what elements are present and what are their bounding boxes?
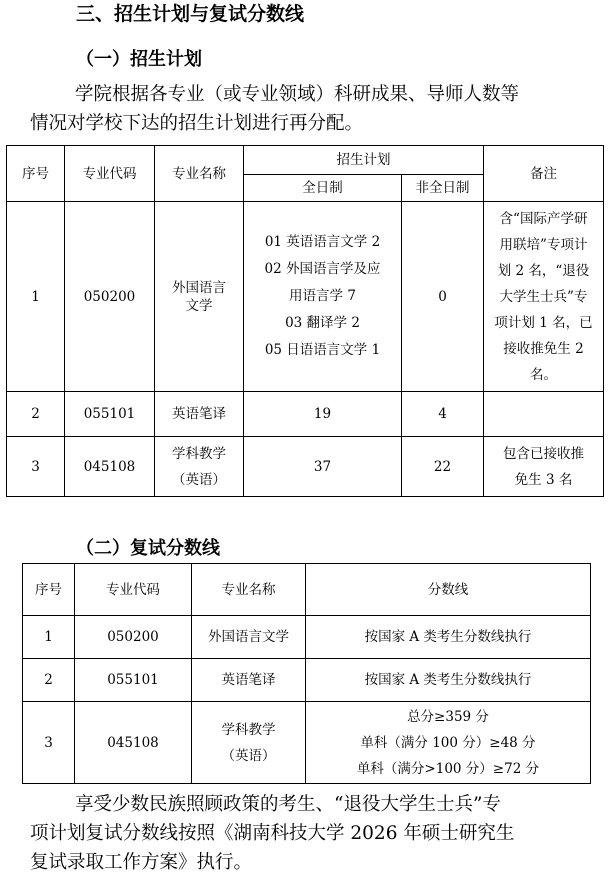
scores-row3-score-line1: 总分≥359 分 (407, 708, 489, 725)
plan-row3-name (155, 437, 244, 497)
scores-row3-name-line2: （英语） (221, 747, 276, 764)
plan-row1-remark-line2: 用联培”专项计 (499, 236, 588, 253)
plan-header-row (7, 146, 604, 175)
plan-row1-fulltime-line3: 用语言学 7 (289, 288, 356, 304)
plan-row1-fulltime (244, 202, 402, 392)
plan-header-code: 专业代码 (65, 146, 155, 202)
scores-header-seq: 序号 (23, 564, 75, 616)
plan-row3-remark-line2: 免生 3 名 (514, 471, 573, 488)
scores-row3-score-line3: 单科（满分>100 分）≥72 分 (356, 760, 540, 777)
section-title: 三、招生计划与复试分数线 (76, 3, 305, 25)
table-row (7, 202, 604, 392)
scores-row3-code: 045108 (75, 702, 192, 784)
plan-row1-name (155, 202, 244, 392)
plan-intro-line1: 学院根据各专业（或专业领域）科研成果、导师人数等 (75, 84, 520, 105)
scores-row1-score: 按国家 A 类考生分数线执行 (306, 616, 591, 659)
scores-header-row (23, 564, 591, 616)
scores-row3-name-line1: 学科教学 (221, 721, 276, 738)
plan-row1-code: 050200 (65, 202, 155, 392)
plan-row1-fulltime-line5: 05 日语语言文学 1 (264, 342, 381, 358)
scores-header-score: 分数线 (306, 564, 591, 616)
enrollment-plan-table (6, 145, 604, 497)
plan-header-fulltime: 全日制 (244, 175, 402, 202)
plan-row3-parttime: 22 (402, 437, 484, 497)
plan-row3-seq: 3 (7, 437, 65, 497)
scores-row3-score (306, 702, 591, 784)
scores-row1-name: 外国语言文学 (192, 616, 306, 659)
plan-header-plan: 招生计划 (244, 146, 484, 175)
table-row (23, 616, 591, 659)
plan-row2-code: 055101 (65, 392, 155, 437)
plan-row3-name-line2: （英语） (172, 471, 226, 488)
plan-row1-fulltime-line4: 03 翻译学 2 (285, 315, 360, 331)
plan-row1-parttime: 0 (402, 202, 484, 392)
table-row (7, 392, 604, 437)
closing-paragraph (30, 790, 590, 877)
plan-row2-remark (484, 392, 604, 437)
plan-row3-remark (484, 437, 604, 497)
scores-subtitle: （二）复试分数线 (76, 538, 220, 559)
scores-row1-seq: 1 (23, 616, 75, 659)
plan-row1-fulltime-line1: 01 英语语言文学 2 (264, 234, 381, 250)
scores-row3-name (192, 702, 306, 784)
plan-row3-code: 045108 (65, 437, 155, 497)
plan-header-seq: 序号 (7, 146, 65, 202)
plan-row2-parttime: 4 (402, 392, 484, 437)
plan-header-parttime: 非全日制 (402, 175, 484, 202)
plan-row1-remark-line5: 项计划 1 名，已 (494, 314, 593, 331)
scores-row2-code: 055101 (75, 659, 192, 702)
plan-subtitle: （一）招生计划 (76, 49, 202, 70)
closing-line2: 项计划复试分数线按照《湖南科技大学 2026 年硕士研究生 (30, 823, 515, 844)
plan-row1-name-line1: 外国语言 (172, 279, 226, 296)
plan-row3-fulltime: 37 (244, 437, 402, 497)
plan-row1-seq: 1 (7, 202, 65, 392)
table-row (7, 437, 604, 497)
scores-row1-code: 050200 (75, 616, 192, 659)
closing-line1: 享受少数民族照顾政策的考生、“退役大学生士兵”专 (75, 794, 501, 815)
retest-score-table (22, 563, 591, 784)
plan-row3-remark-line1: 包含已接收推 (503, 445, 584, 462)
plan-row2-name: 英语笔译 (155, 392, 244, 437)
plan-row1-remark-line3: 划 2 名，“退役 (497, 262, 590, 279)
plan-intro (30, 80, 590, 138)
table-row (23, 702, 591, 784)
table-row (23, 659, 591, 702)
closing-line3: 复试录取工作方案》执行。 (30, 852, 253, 873)
plan-row1-remark (484, 202, 604, 392)
plan-row1-remark-line6: 接收推免生 2 (503, 340, 584, 357)
scores-row3-seq: 3 (23, 702, 75, 784)
plan-row2-fulltime: 19 (244, 392, 402, 437)
plan-intro-line2: 情况对学校下达的招生计划进行再分配。 (30, 113, 364, 134)
scores-row2-score: 按国家 A 类考生分数线执行 (306, 659, 591, 702)
plan-row1-name-line2: 文学 (185, 297, 213, 314)
scores-row3-score-line2: 单科（满分 100 分）≥48 分 (360, 734, 536, 751)
plan-row2-seq: 2 (7, 392, 65, 437)
plan-row1-fulltime-line2: 02 外国语言学及应 (264, 261, 381, 277)
plan-row1-remark-line4: 大学生士兵”专 (499, 288, 588, 305)
plan-row3-name-line1: 学科教学 (172, 445, 226, 462)
plan-row1-remark-line1: 含“国际产学研 (499, 210, 588, 227)
scores-row2-name: 英语笔译 (192, 659, 306, 702)
plan-header-remark: 备注 (484, 146, 604, 202)
scores-header-code: 专业代码 (75, 564, 192, 616)
scores-header-name: 专业名称 (192, 564, 306, 616)
scores-row2-seq: 2 (23, 659, 75, 702)
plan-row1-remark-line7: 名。 (530, 366, 557, 383)
plan-header-name: 专业名称 (155, 146, 244, 202)
